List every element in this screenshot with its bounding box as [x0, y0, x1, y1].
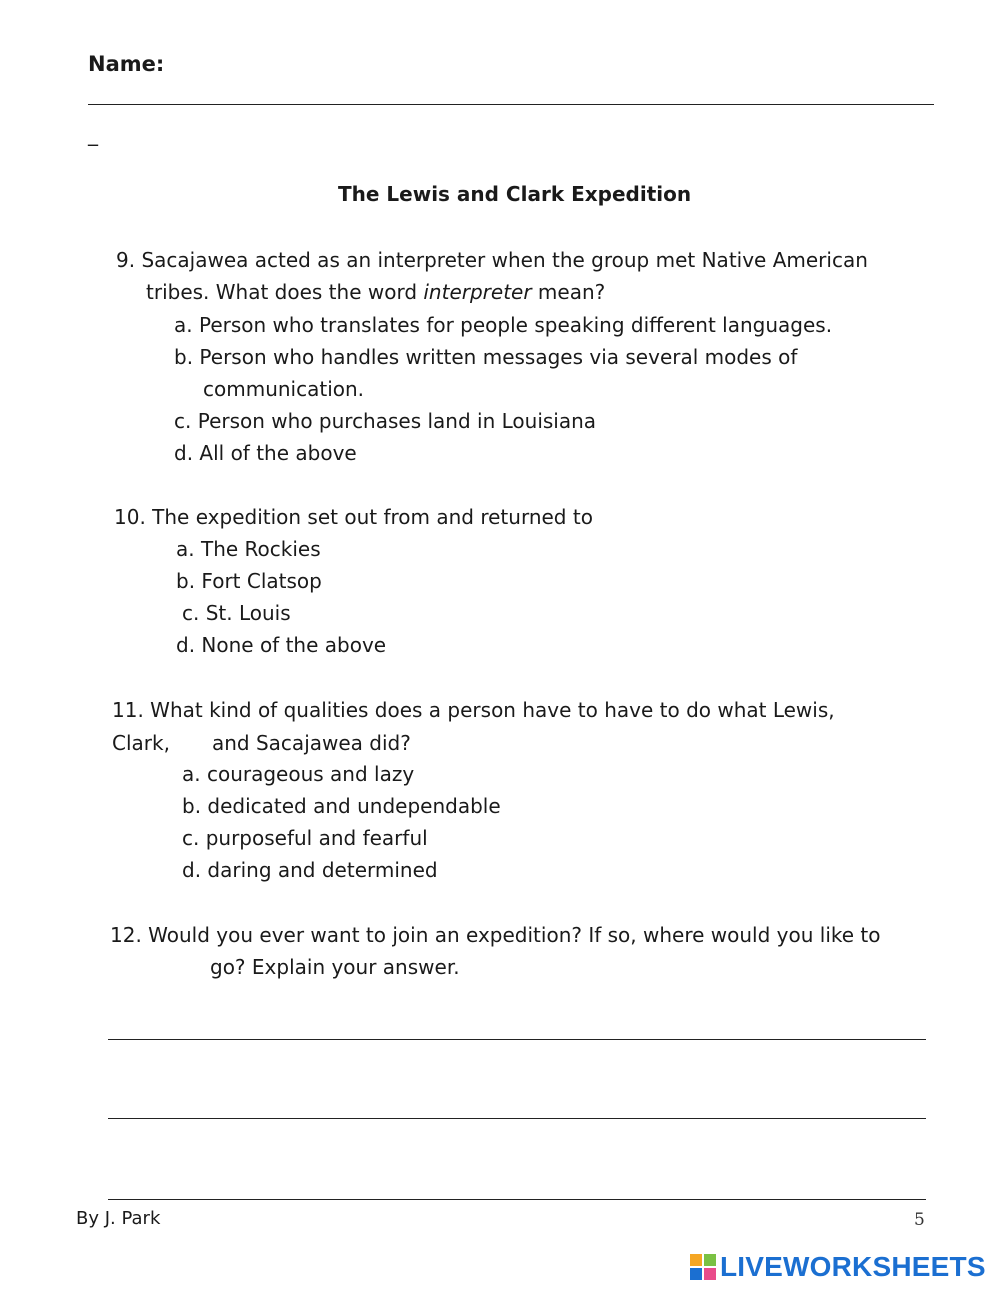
- question-12-prompt-line1: 12. Would you ever want to join an expedition? If so, where would you like to: [110, 923, 881, 947]
- question-9-prompt-em: interpreter: [423, 280, 532, 304]
- liveworksheets-logo: [690, 1251, 986, 1283]
- question-10-option-c[interactable]: c. St. Louis: [182, 601, 291, 625]
- option-letter: d.: [174, 441, 194, 465]
- logo-block: [704, 1254, 716, 1266]
- question-10-prompt: 10. The expedition set out from and returned to: [114, 505, 593, 529]
- page-number: 5: [914, 1210, 925, 1230]
- answer-line-2[interactable]: [108, 1118, 926, 1119]
- question-11-option-c[interactable]: c. purposeful and fearful: [182, 826, 428, 850]
- question-9-prompt-pre: tribes. What does the word: [146, 280, 424, 304]
- question-11-prompt-line1: 11. What kind of qualities does a person have to have to do what Lewis,: [112, 698, 835, 722]
- question-12-prompt-line2: go? Explain your answer.: [210, 955, 460, 979]
- question-9-prompt-line2: [146, 280, 605, 304]
- question-9-option-d[interactable]: [174, 441, 357, 465]
- option-text: Person who purchases land in Louisiana: [197, 409, 597, 433]
- question-11-prompt-line2-a: Clark,: [112, 731, 170, 755]
- option-letter: b.: [174, 345, 194, 369]
- question-10-option-a[interactable]: a. The Rockies: [176, 537, 321, 561]
- logo-block: [690, 1254, 702, 1266]
- answer-line-1[interactable]: [108, 1039, 926, 1040]
- answer-line-3[interactable]: [108, 1199, 926, 1200]
- logo-block: [690, 1268, 702, 1280]
- logo-block: [704, 1268, 716, 1280]
- option-text: Person who translates for people speaking different languages.: [198, 313, 833, 337]
- question-9-prompt-line1: 9. Sacajawea acted as an interpreter when the group met Native American: [116, 248, 868, 272]
- question-9-option-b-continued: communication.: [203, 377, 365, 401]
- question-9-option-b[interactable]: [174, 345, 797, 369]
- worksheet-title: The Lewis and Clark Expedition: [338, 182, 692, 206]
- question-11-option-a[interactable]: a. courageous and lazy: [182, 762, 415, 786]
- liveworksheets-wordmark: LIVEWORKSHEETS: [720, 1251, 986, 1282]
- question-11-prompt-line2-b: and Sacajawea did?: [212, 731, 411, 755]
- question-11-option-d[interactable]: d. daring and determined: [182, 858, 438, 882]
- question-9-option-a[interactable]: [174, 313, 832, 337]
- name-label: Name:: [88, 52, 165, 76]
- question-9-option-c[interactable]: [174, 409, 596, 433]
- option-text: Person who handles written messages via several modes of: [199, 345, 798, 369]
- name-line-underscore: _: [88, 122, 98, 146]
- liveworksheets-icon: [690, 1254, 716, 1280]
- author-byline: By J. Park: [76, 1208, 161, 1229]
- option-letter: a.: [174, 313, 193, 337]
- question-10-option-d[interactable]: d. None of the above: [176, 633, 387, 657]
- option-text: All of the above: [199, 441, 357, 465]
- option-letter: c.: [174, 409, 192, 433]
- question-11-option-b[interactable]: b. dedicated and undependable: [182, 794, 501, 818]
- name-answer-line[interactable]: [88, 104, 934, 105]
- question-9-prompt-post: mean?: [531, 280, 606, 304]
- question-10-option-b[interactable]: b. Fort Clatsop: [176, 569, 322, 593]
